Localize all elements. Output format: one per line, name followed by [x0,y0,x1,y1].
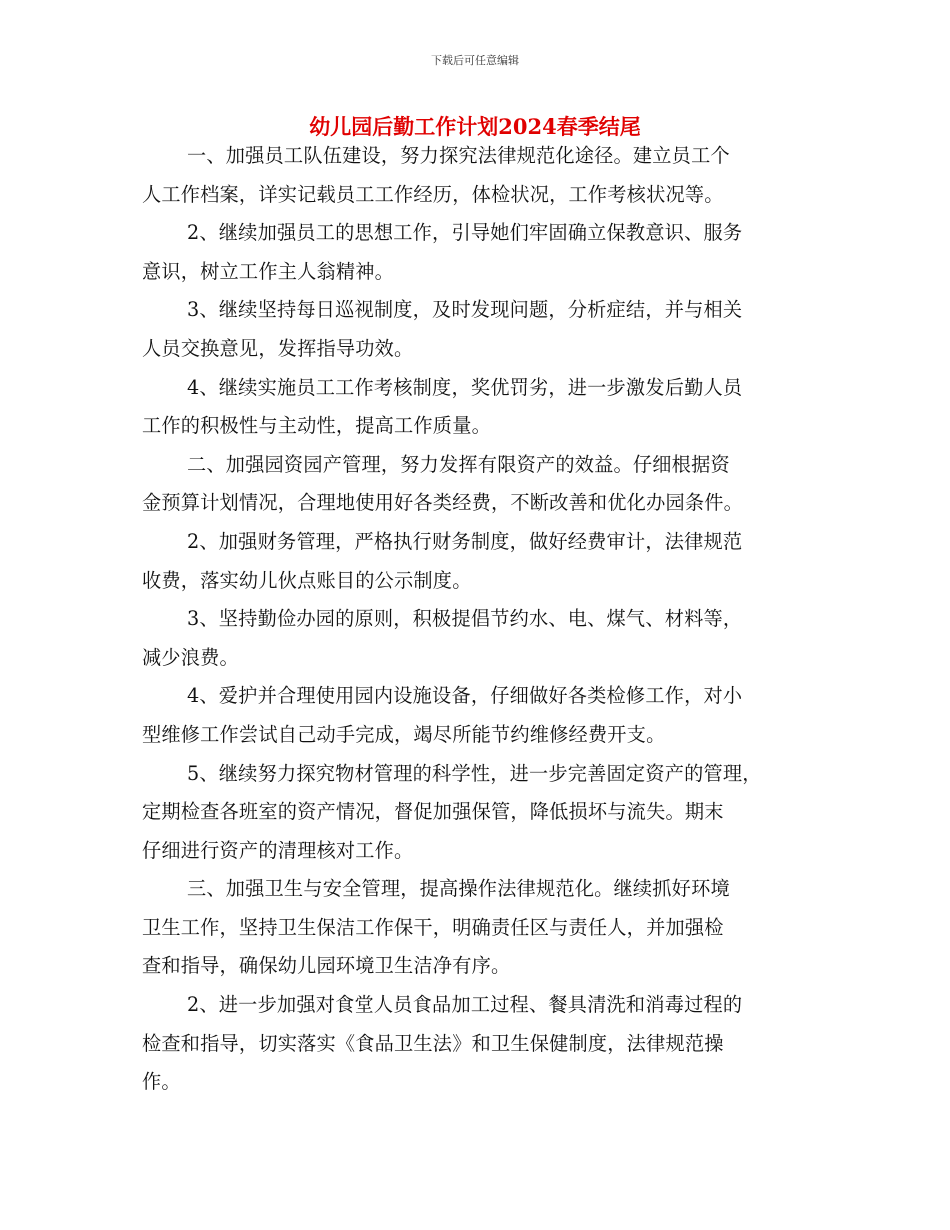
paragraph-line: 3、继续坚持每日巡视制度，及时发现问题，分析症结，并与相关 [187,298,743,322]
paragraph-line: 减少浪费。 [142,645,239,669]
paragraph-line: 工作的积极性与主动性，提高工作质量。 [142,414,491,438]
paragraph [142,677,814,754]
paragraph-line: 4、爱护并合理使用园内设施设备，仔细做好各类检修工作，对小 [187,684,743,708]
paragraph-line: 意识，树立工作主人翁精神。 [142,259,395,283]
paragraph-line: 作。 [142,1070,181,1094]
paragraph-line: 2、加强财务管理，严格执行财务制度，做好经费审计，法律规范 [187,529,743,553]
paragraph-line: 二、加强园资园产管理，努力发挥有限资产的效益。仔细根据资 [187,452,730,476]
paragraph-line: 4、继续实施员工工作考核制度，奖优罚劣，进一步激发后勤人员 [187,375,743,399]
paragraph-line: 定期检查各班室的资产情况，督促加强保管，降低损坏与流失。期末 [142,800,724,824]
paragraph-line: 查和指导，确保幼儿园环境卫生洁净有序。 [142,954,511,978]
paragraph-line: 卫生工作，坚持卫生保洁工作保干，明确责任区与责任人，并加强检 [142,915,724,939]
paragraph-line: 3、坚持勤俭办园的原则，积极提倡节约水、电、煤气、材料等， [187,607,743,631]
paragraph [142,755,814,871]
document-title: 幼儿园后勤工作计划2024春季结尾 [309,114,641,139]
paragraph [142,214,814,291]
paragraph-line: 一、加强员工队伍建设，努力探究法律规范化途径。建立员工个 [187,144,730,167]
page-header: 下载后可任意编辑 [431,54,519,67]
paragraph-line: 检查和指导，切实落实《食品卫生法》和卫生保健制度，法律规范操 [142,1031,724,1055]
paragraph-line: 2、继续加强员工的思想工作，引导她们牢固确立保教意识、服务 [187,221,743,245]
paragraph-line: 收费，落实幼儿伙点账目的公示制度。 [142,568,472,592]
paragraph [142,446,814,523]
paragraph-line: 型维修工作尝试自己动手完成，竭尽所能节约维修经费开支。 [142,722,666,746]
paragraph-line: 金预算计划情况，合理地使用好各类经费，不断改善和优化办园条件。 [142,491,744,515]
paragraph [142,291,814,368]
paragraph [142,137,814,214]
paragraph [142,986,814,1102]
paragraph [142,523,814,600]
paragraph [142,600,814,677]
paragraph-line: 5、继续努力探究物材管理的科学性，进一步完善固定资产的管理， [187,761,762,785]
paragraph-line: 仔细进行资产的清理核对工作。 [142,838,414,862]
paragraph-line: 人工作档案，详实记载员工工作经历，体检状况，工作考核状况等。 [142,182,724,206]
paragraph-line: 人员交换意见，发挥指导功效。 [142,336,414,360]
paragraph-line: 三、加强卫生与安全管理，提高操作法律规范化。继续抓好环境 [187,877,730,901]
paragraph [142,870,814,986]
paragraph-line: 2、进一步加强对食堂人员食品加工过程、餐具清洗和消毒过程的 [187,993,743,1017]
paragraph [142,369,814,446]
document-body [142,137,814,1102]
